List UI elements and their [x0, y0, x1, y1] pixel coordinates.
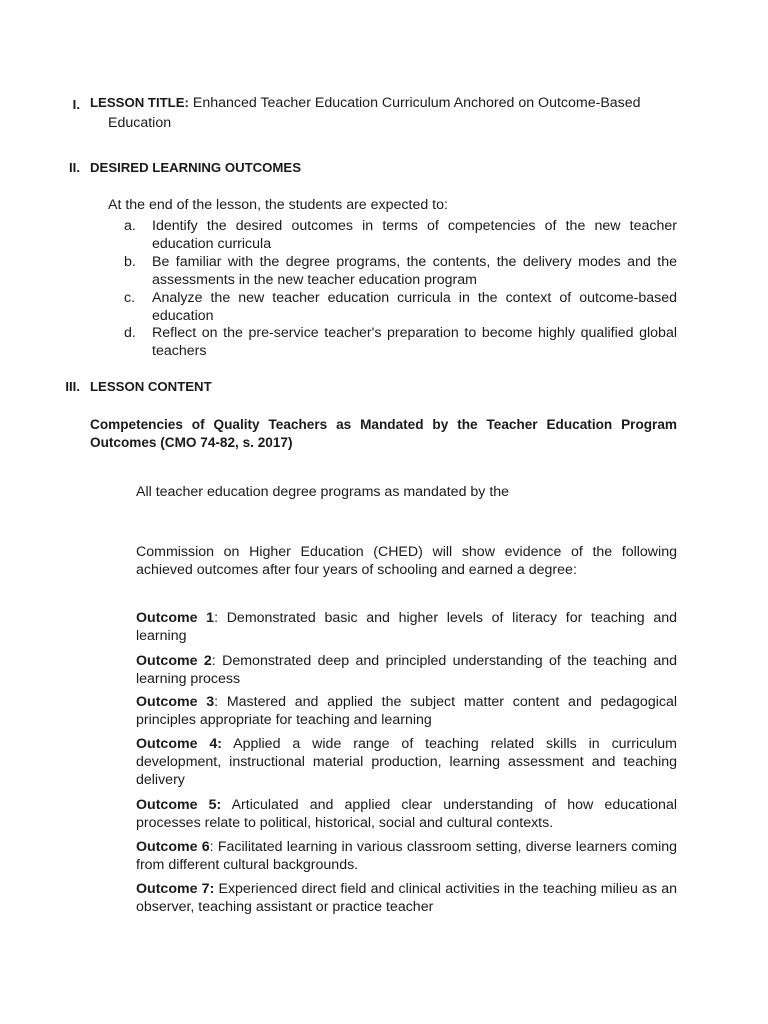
section-numeral-3: III. [65, 379, 80, 394]
outcome-item-letter: c. [124, 290, 136, 306]
program-outcome-label: Outcome 5: [136, 797, 222, 813]
program-outcome-label: Outcome 1 [136, 610, 215, 626]
section-numeral-1: I. [72, 97, 80, 112]
lesson-content-paragraph: Commission on Higher Education (CHED) will show evidence of the following achieved outcomes after four years of schooling and earned a degree: [136, 544, 677, 578]
program-outcome-label: Outcome 4: [136, 736, 223, 752]
outcome-item-text: Reflect on the pre-service teacher's preparation to become highly qualified global teachers [152, 325, 677, 359]
program-outcome [136, 652, 677, 688]
program-outcome-label: Outcome 2 [136, 653, 212, 669]
program-outcome-text: Mastered and applied the subject matter content and pedagogical principles appropriate for teaching and learning [136, 694, 677, 728]
lesson-content-paragraph: All teacher education degree programs as mandated by the [136, 484, 510, 500]
program-outcome [136, 693, 677, 729]
program-outcome-text: Experienced direct field and clinical activities in the teaching milieu as an observer, teaching assistant or practice teacher [136, 881, 678, 915]
program-outcome-label: Outcome 3 [136, 694, 215, 710]
program-outcome [136, 735, 677, 789]
program-outcome [136, 880, 677, 916]
outcome-item-letter: d. [124, 325, 136, 341]
outcome-item-text: Be familiar with the degree programs, the contents, the delivery modes and the assessments in the new teacher education program [152, 254, 677, 288]
program-outcome-text: Demonstrated basic and higher levels of literacy for teaching and learning [136, 610, 677, 644]
program-outcome-separator: : [214, 694, 219, 710]
program-outcome [136, 796, 677, 832]
outcome-item-text: Identify the desired outcomes in terms of competencies of the new teacher education curricula [152, 218, 677, 252]
desired-outcomes-heading: DESIRED LEARNING OUTCOMES [90, 160, 302, 175]
program-outcome-text: Demonstrated deep and principled understanding of the teaching and learning process [136, 653, 677, 687]
program-outcome-separator: : [209, 839, 214, 855]
outcome-item-text: Analyze the new teacher education curricula in the context of outcome-based education [152, 290, 677, 324]
lesson-content-subheading: Competencies of Quality Teachers as Mandated by the Teacher Education Program Outcomes (CMO 74-82, s. 2017) [90, 417, 677, 450]
program-outcome [136, 838, 677, 874]
program-outcome [136, 609, 677, 645]
lesson-title-text: Enhanced Teacher Education Curriculum Anchored on Outcome-Based [192, 95, 641, 111]
lesson-title-line [90, 94, 680, 112]
program-outcome-text: Facilitated learning in various classroom setting, diverse learners coming from different cultural backgrounds. [136, 839, 678, 873]
lesson-content-heading: LESSON CONTENT [90, 379, 212, 394]
program-outcome-label: Outcome 7: [136, 881, 215, 897]
outcome-item-letter: a. [124, 218, 136, 234]
program-outcome-text: Applied a wide range of teaching related skills in curriculum development, instructional material production, learning assessment and teaching delivery [136, 736, 677, 788]
program-outcome-text: Articulated and applied clear understanding of how educational processes relate to political, historical, social and cultural contexts. [136, 797, 677, 831]
lesson-title-label: LESSON TITLE: [90, 95, 189, 110]
program-outcome-separator: : [211, 653, 216, 669]
outcome-item-letter: b. [124, 254, 136, 270]
program-outcome-label: Outcome 6 [136, 839, 210, 855]
program-outcome-separator: : [214, 610, 219, 626]
lesson-title-text-continued: Education [108, 115, 172, 131]
section-numeral-2: II. [69, 160, 80, 175]
desired-outcomes-intro: At the end of the lesson, the students are expected to: [108, 197, 448, 213]
